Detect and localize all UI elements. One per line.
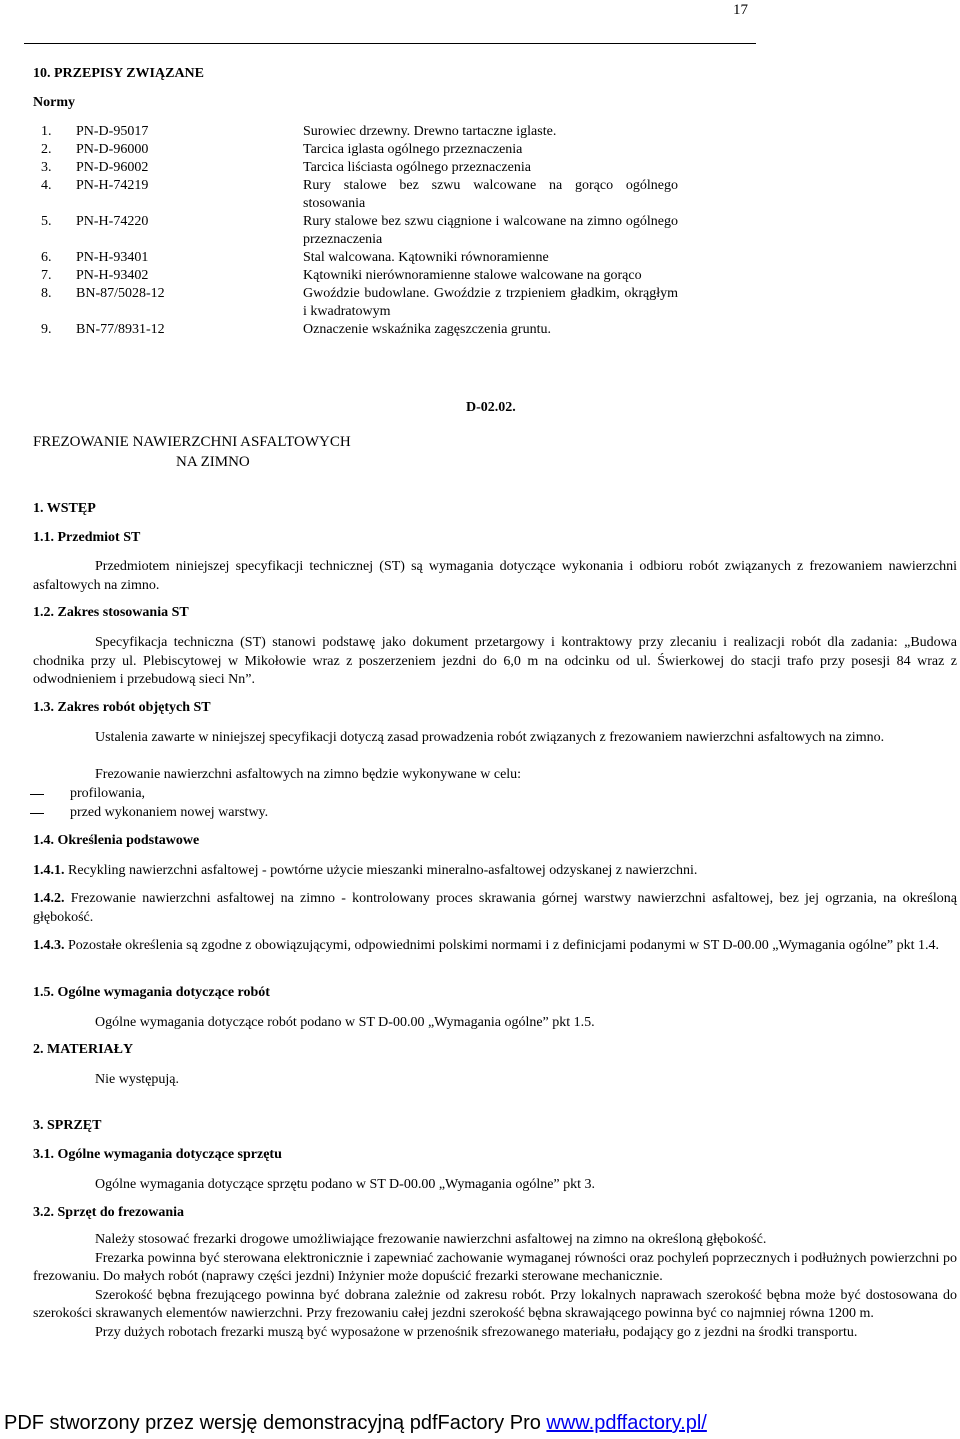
document-title-line1: FREZOWANIE NAWIERZCHNI ASFALTOWYCH bbox=[33, 434, 351, 450]
norm-number: 2. bbox=[41, 142, 52, 157]
page-number: 17 bbox=[733, 2, 748, 18]
definition-number: 1.4.3. bbox=[33, 938, 65, 953]
norm-code: PN-H-93401 bbox=[76, 250, 149, 265]
norm-item bbox=[33, 159, 713, 177]
norm-code: PN-H-93402 bbox=[76, 268, 149, 283]
definition-number: 1.4.2. bbox=[33, 891, 65, 906]
norm-item bbox=[33, 123, 713, 141]
header-rule bbox=[24, 43, 756, 44]
definition-number: 1.4.1. bbox=[33, 863, 65, 878]
norm-code: PN-H-74219 bbox=[76, 178, 149, 193]
section-3-2-body bbox=[33, 1231, 957, 1342]
section-1-2-paragraph: Specyfikacja techniczna (ST) stanowi podstawę jako dokument przetargowy i kontraktowy przy zlecaniu i realizacji robót dla zadania: „Budowa chodnika przy ul. Plebiscytowej w Mikołowie wraz z poszerzeniem jezdni do 6,0 m na odcinku od ul. Świerkowej do stacji trafo przy posesji 84 wraz z odwodnieniem i przebudową sieci Nn”. bbox=[33, 635, 957, 687]
section-3-2-paragraph: Przy dużych robotach frezarki muszą być wyposażone w przenośnik sfrezowanego materiału, podający go z jezdni na środki transportu. bbox=[95, 1324, 858, 1340]
norm-number: 6. bbox=[41, 250, 52, 265]
norm-description: Surowiec drzewny. Drewno tartaczne iglaste. bbox=[303, 124, 557, 139]
section-3-1-paragraph: Ogólne wymagania dotyczące sprzętu podano w ST D-00.00 „Wymagania ogólne” pkt 3. bbox=[95, 1177, 596, 1192]
norms-subheading: Normy bbox=[33, 95, 75, 110]
section-1-heading: 1. WSTĘP bbox=[33, 501, 96, 516]
section-3-2-paragraph: Frezarka powinna być sterowana elektronicznie i zapewniać zachowanie wymaganej równości oraz pochyleń poprzecznych i podłużnych powierzchni po frezowaniu. Do małych robót (naprawy części jezdni) Inżynier może dopuścić frezarki sterowane mechanicznie. bbox=[33, 1250, 957, 1284]
norm-description: Rury stalowe bez szwu ciągnione i walcowane na zimno ogólnego przeznaczenia bbox=[303, 214, 678, 247]
list-item: przed wykonaniem nowej warstwy. bbox=[26, 804, 626, 823]
norm-code: PN-H-74220 bbox=[76, 214, 149, 229]
section-1-5-heading: 1.5. Ogólne wymagania dotyczące robót bbox=[33, 985, 270, 1000]
norm-description: Oznaczenie wskaźnika zagęszczenia gruntu. bbox=[303, 322, 551, 337]
norm-item bbox=[33, 249, 713, 267]
definition-1-4-3 bbox=[33, 937, 957, 956]
norm-description: Tarcica liściasta ogólnego przeznaczenia bbox=[303, 160, 531, 175]
section-1-3-paragraph-a: Ustalenia zawarte w niniejszej specyfikacji dotyczą zasad prowadzenia robót związanych z frezowaniem nawierzchni asfaltowych na zimno. bbox=[95, 730, 885, 745]
norm-description: Gwoździe budowlane. Gwoździe z trzpieniem gładkim, okrągłym i kwadratowym bbox=[303, 286, 678, 319]
norm-item bbox=[33, 213, 713, 249]
norm-number: 9. bbox=[41, 322, 52, 337]
list-item: profilowania, bbox=[26, 785, 626, 804]
footer-link[interactable]: www.pdffactory.pl/ bbox=[546, 1412, 707, 1434]
norm-code: PN-D-96000 bbox=[76, 142, 149, 157]
section-1-2-heading: 1.2. Zakres stosowania ST bbox=[33, 605, 189, 620]
norm-item bbox=[33, 141, 713, 159]
section-1-1-paragraph: Przedmiotem niniejszej specyfikacji technicznej (ST) są wymagania dotyczące wykonania i odbioru robót związanych z frezowaniem nawierzchni asfaltowych na zimno. bbox=[33, 559, 957, 593]
norm-item bbox=[33, 285, 713, 321]
definition-1-4-2 bbox=[33, 890, 957, 927]
norm-description: Tarcica iglasta ogólnego przeznaczenia bbox=[303, 142, 523, 157]
section-1-1-heading: 1.1. Przedmiot ST bbox=[33, 530, 141, 545]
section-3-2-heading: 3.2. Sprzęt do frezowania bbox=[33, 1205, 184, 1220]
norm-code: BN-77/8931-12 bbox=[76, 322, 165, 337]
norm-code: BN-87/5028-12 bbox=[76, 286, 165, 301]
section-2-heading: 2. MATERIAŁY bbox=[33, 1042, 134, 1057]
norm-number: 5. bbox=[41, 214, 52, 229]
footer-text: PDF stworzony przez wersję demonstracyjną pdfFactory Pro bbox=[4, 1412, 547, 1434]
definition-text: Pozostałe określenia są zgodne z obowiązującymi, odpowiednimi polskimi normami i z definicjami podanymi w ST D-00.00 „Wymagania ogólne” pkt 1.4. bbox=[68, 938, 939, 953]
norm-item bbox=[33, 267, 713, 285]
norm-item bbox=[33, 177, 713, 213]
section-3-2-paragraph: Należy stosować frezarki drogowe umożliwiające frezowanie nawierzchni asfaltowej na zimno na określoną głębokość. bbox=[95, 1232, 767, 1247]
norm-number: 3. bbox=[41, 160, 52, 175]
norm-item bbox=[33, 321, 713, 339]
section-3-1-heading: 3.1. Ogólne wymagania dotyczące sprzętu bbox=[33, 1147, 282, 1162]
norm-number: 7. bbox=[41, 268, 52, 283]
purpose-list bbox=[26, 785, 626, 822]
pdf-footer bbox=[4, 1412, 707, 1435]
section-2-paragraph: Nie występują. bbox=[95, 1072, 179, 1087]
norm-number: 4. bbox=[41, 178, 52, 193]
section-1-4-heading: 1.4. Określenia podstawowe bbox=[33, 833, 200, 848]
section-3-heading: 3. SPRZĘT bbox=[33, 1118, 102, 1133]
norm-description: Stal walcowana. Kątowniki równoramienne bbox=[303, 250, 549, 265]
definition-1-4-1 bbox=[33, 862, 957, 881]
section-1-5-paragraph: Ogólne wymagania dotyczące robót podano w ST D-00.00 „Wymagania ogólne” pkt 1.5. bbox=[95, 1015, 595, 1030]
norm-description: Kątowniki nierównoramienne stalowe walcowane na gorąco bbox=[303, 268, 642, 283]
norm-code: PN-D-96002 bbox=[76, 160, 149, 175]
section-1-3-paragraph-b: Frezowanie nawierzchni asfaltowych na zimno będzie wykonywane w celu: bbox=[95, 767, 522, 782]
section-1-3-heading: 1.3. Zakres robót objętych ST bbox=[33, 700, 211, 715]
section-10-heading: 10. PRZEPISY ZWIĄZANE bbox=[33, 66, 205, 81]
document-title-line2: NA ZIMNO bbox=[176, 454, 250, 470]
norm-code: PN-D-95017 bbox=[76, 124, 149, 139]
definition-text: Frezowanie nawierzchni asfaltowej na zimno - kontrolowany proces skrawania górnej warstwy nawierzchni asfaltowej, bez jej ogrzania, na określoną głębokość. bbox=[33, 891, 957, 925]
norm-number: 8. bbox=[41, 286, 52, 301]
norm-description: Rury stalowe bez szwu walcowane na gorąco ogólnego stosowania bbox=[303, 178, 678, 211]
document-code: D-02.02. bbox=[466, 400, 516, 415]
norms-list bbox=[33, 123, 713, 339]
definition-text: Recykling nawierzchni asfaltowej - powtórne użycie mieszanki mineralno-asfaltowej odzyskanej z nawierzchni. bbox=[68, 863, 698, 878]
section-3-2-paragraph: Szerokość bębna frezującego powinna być dobrana zależnie od zakresu robót. Przy lokalnych naprawach szerokość bębna może być dostosowana do szerokości skrawanych elementów nawierzchni. Przy frezowaniu całej jezdni szerokość bębna skrawającego powinna być co najmniej równa 1200 m. bbox=[33, 1287, 957, 1321]
norm-number: 1. bbox=[41, 124, 52, 139]
